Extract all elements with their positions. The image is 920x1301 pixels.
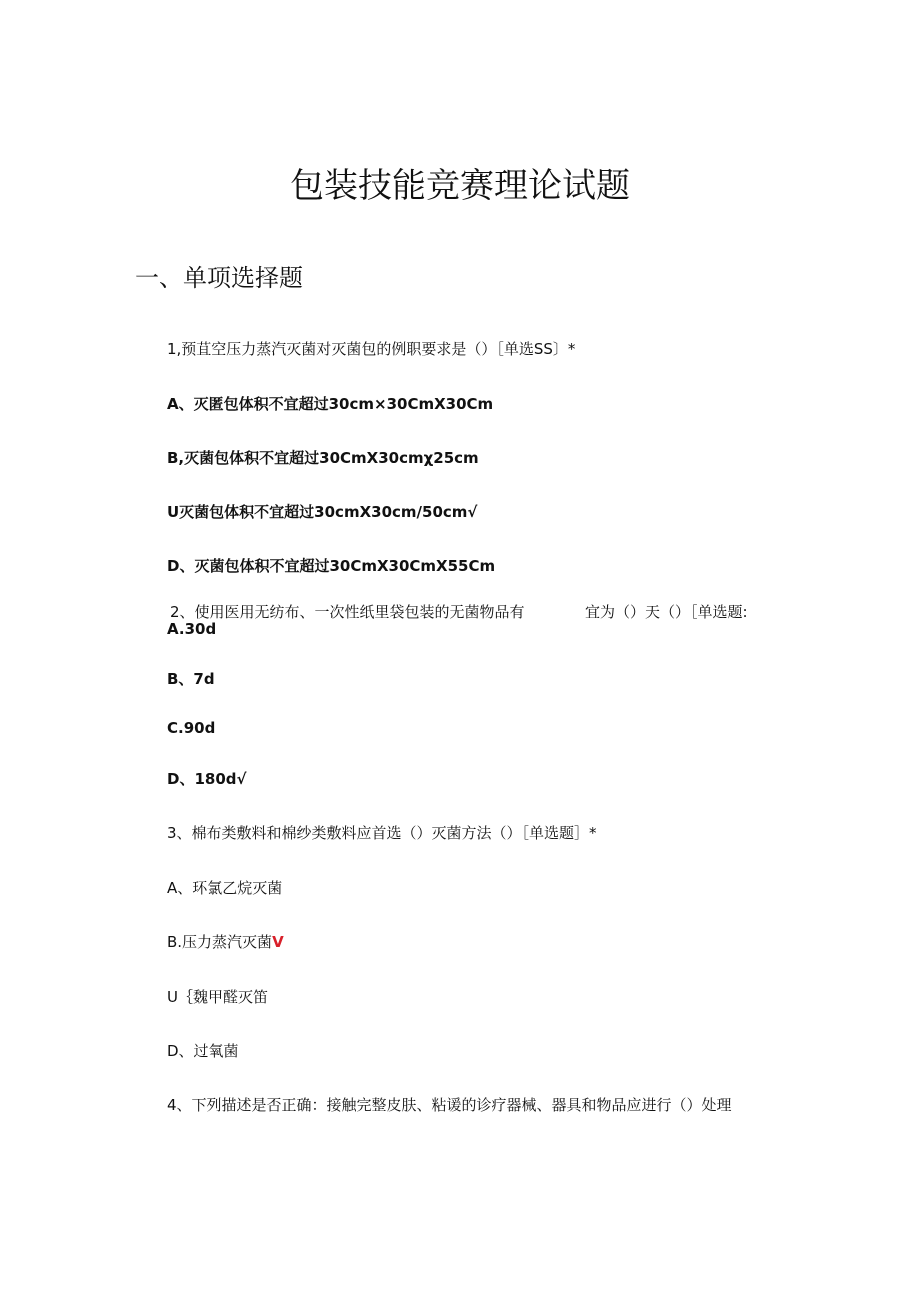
question-1-option-d: D、灭菌包体积不宜超过30CmX30CmX55Cm [167, 557, 496, 575]
question-1-option-a: A、灭匿包体积不宜超过30cm×30CmX30Cm [167, 395, 494, 413]
question-3-stem: 3、棉布类敷料和棉纱类敷料应首选（）灭菌方法（）［单选题］* [167, 824, 597, 842]
question-3-option-b-text: B.压力蒸汽灭菌 [167, 933, 273, 951]
question-2-option-d: D、180d√ [167, 770, 247, 788]
question-2-stem-part1: 2、使用医用无纺布、一次性纸里袋包装的无菌物品有 [170, 603, 525, 621]
question-2-option-a: A.30d [167, 620, 217, 638]
question-2-option-c: C.90d [167, 719, 216, 737]
question-4-stem: 4、下列描述是否正确：接触完整皮肤、粘谖的诊疗器械、器具和物品应进行（）处理 [167, 1096, 732, 1114]
question-2-option-b: B、7d [167, 670, 215, 688]
section-heading: 一、单项选择题 [135, 264, 303, 292]
document-title: 包装技能竞赛理论试题 [290, 166, 630, 206]
question-1-stem: 1,预苴空压力蒸汽灭菌对灭菌包的例职要求是（）［单选SS〕* [167, 340, 576, 358]
question-3-option-a: A、环氯乙烷灭菌 [167, 879, 283, 897]
question-1-option-c: U灭菌包体积不宜超过30cmX30cm/50cm√ [167, 503, 478, 521]
question-3-option-d: D、过氧菌 [167, 1042, 239, 1060]
question-3-option-b [167, 933, 284, 951]
question-2-stem-part2: 宜为（）天（）［单选题: [585, 603, 748, 621]
correct-mark: V [272, 933, 284, 951]
question-1-option-b: B,灭菌包体积不宜超过30CmX30cmχ25cm [167, 449, 479, 467]
question-3-option-c: U｛魏甲醛灭笛 [167, 988, 268, 1006]
